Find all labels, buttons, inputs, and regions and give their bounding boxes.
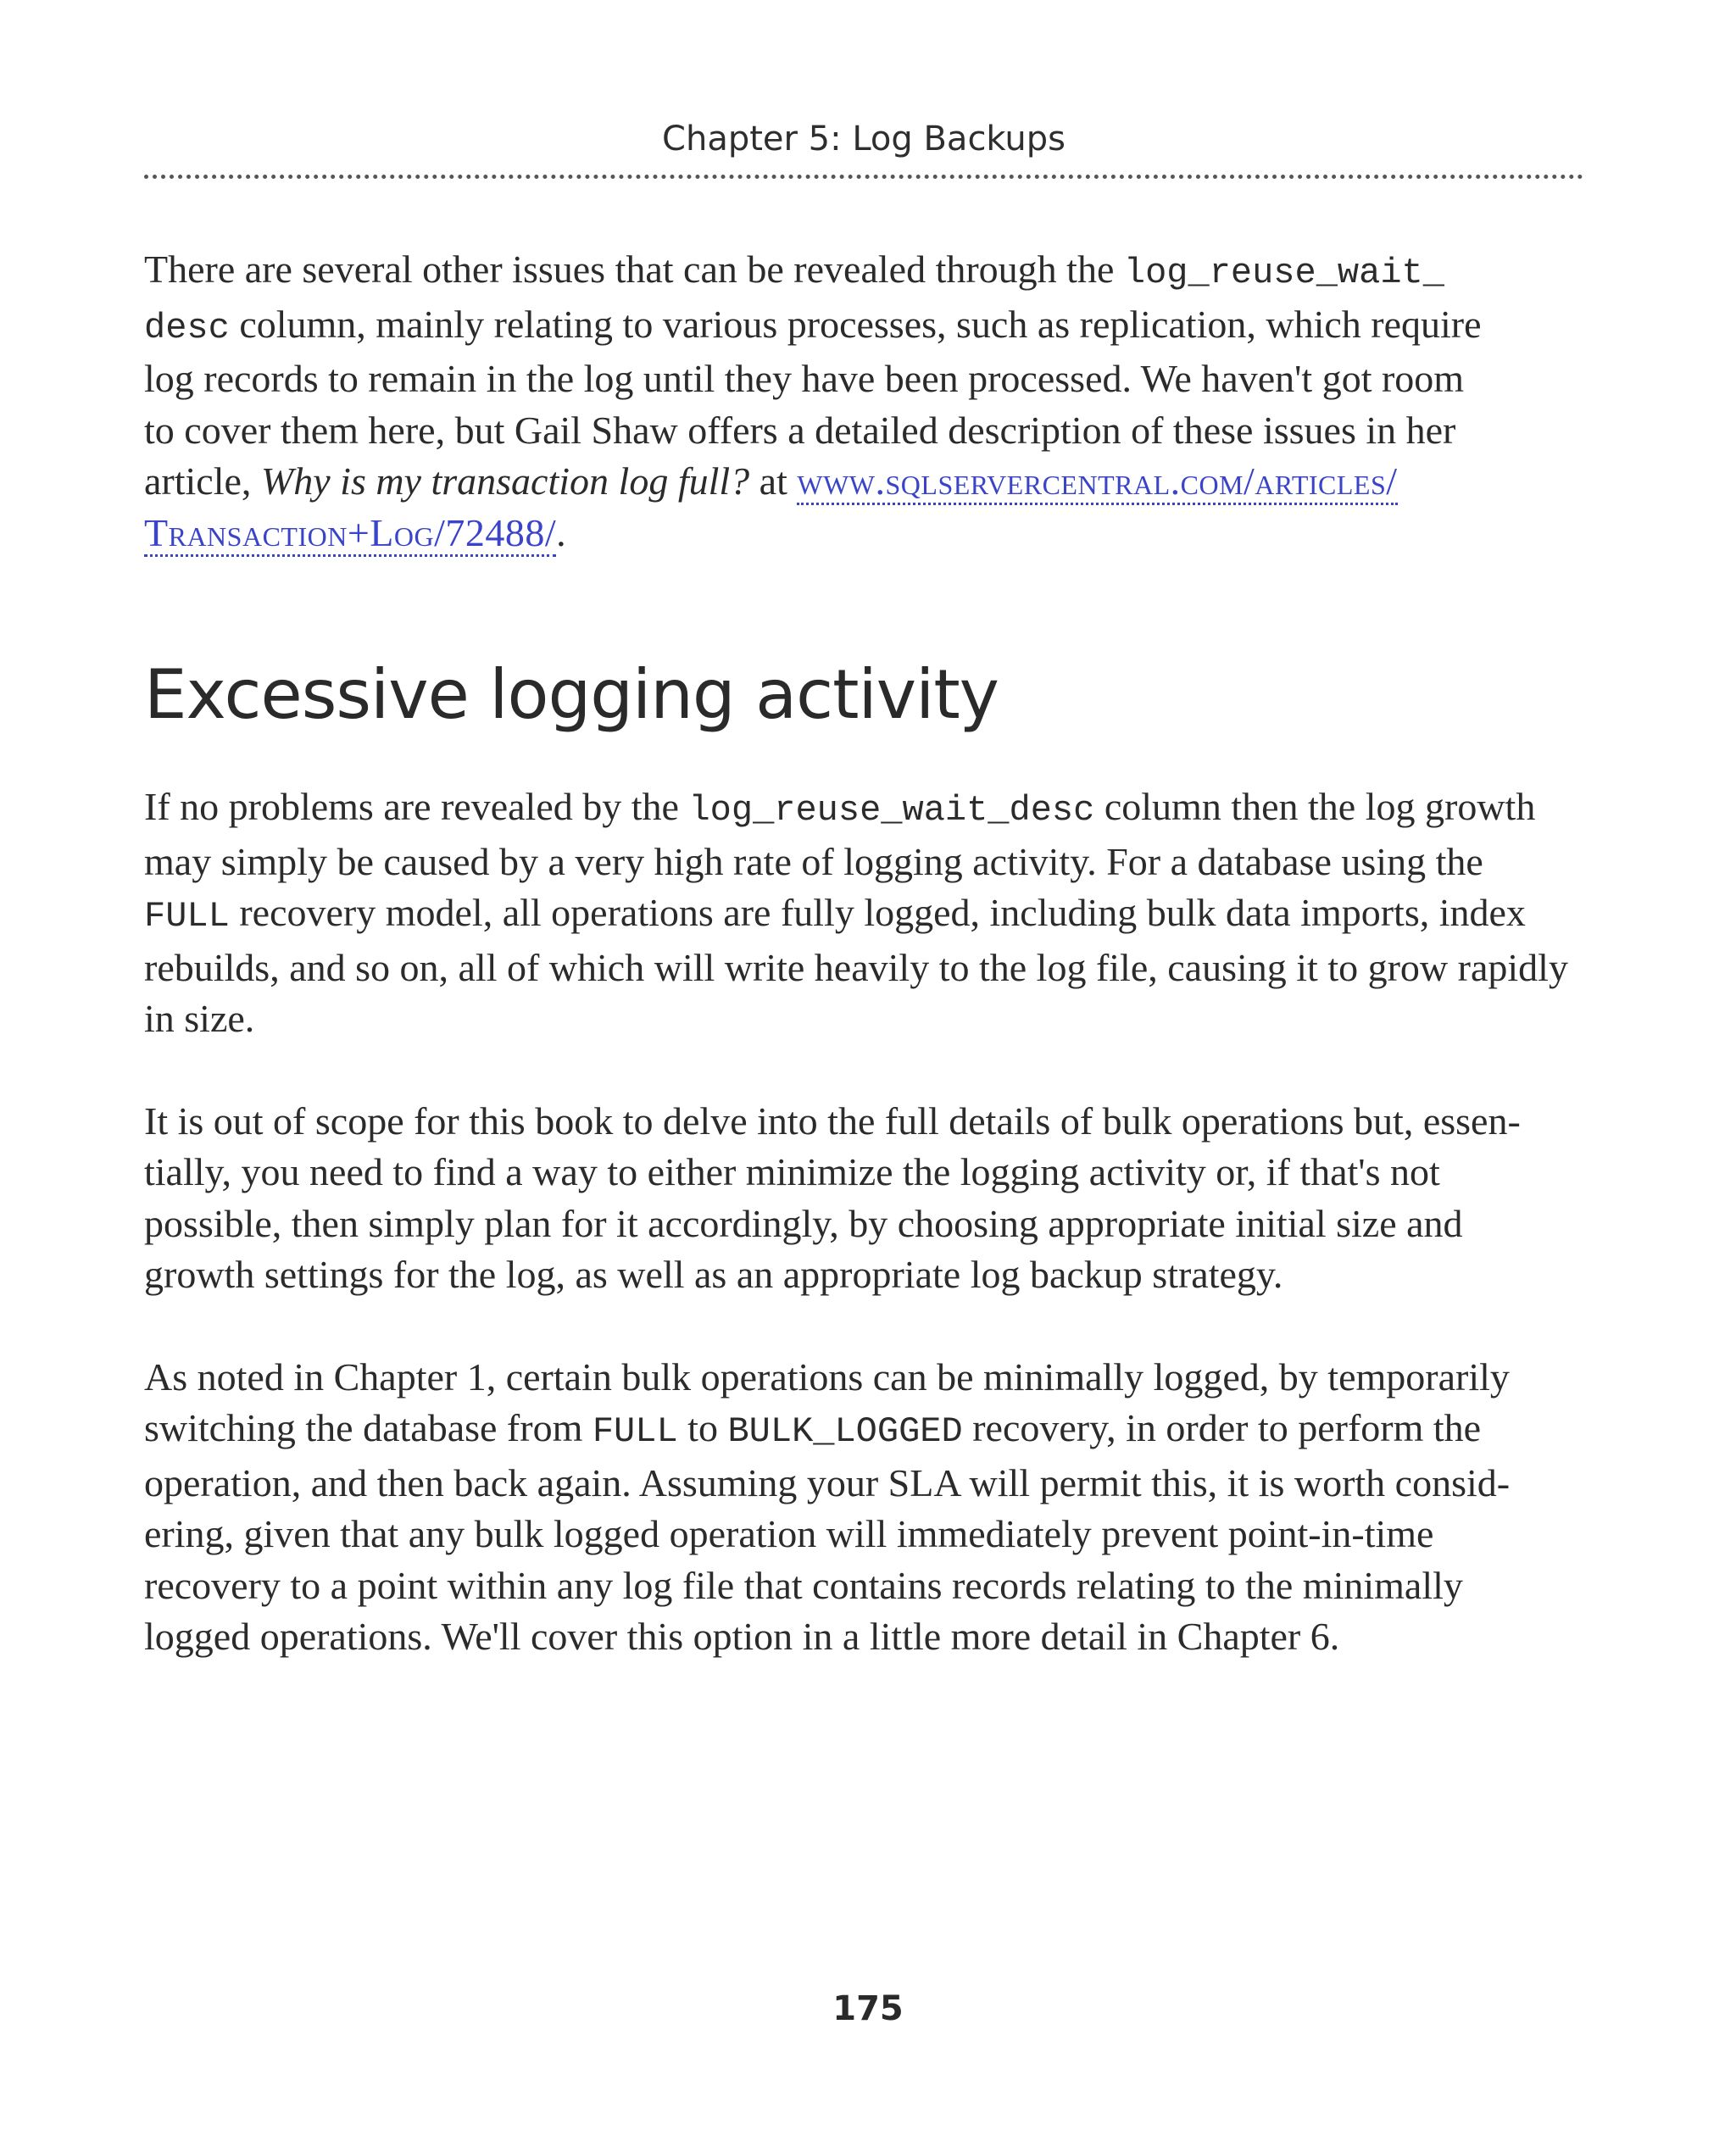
code-log-reuse-wait-desc: log_reuse_wait_ [1123, 253, 1444, 293]
line [144, 887, 1585, 943]
text-run: switching the database from [144, 1406, 593, 1449]
line: It is out of scope for this book to delve into the full details of bulk operations but, essen- [144, 1098, 1521, 1143]
code-full: FULL [592, 1411, 678, 1452]
article-link-part1[interactable]: www.sqlservercentral.com/articles/ [797, 459, 1397, 505]
paragraph-logging-activity [144, 781, 1585, 1045]
line [144, 299, 1585, 354]
code-log-reuse-wait-desc: log_reuse_wait_desc [688, 790, 1095, 831]
line [144, 781, 1585, 837]
line: logged operations. We'll cover this option in a little more detail in Chapter 6. [144, 1615, 1340, 1658]
running-header: Chapter 5: Log Backups [662, 120, 1066, 158]
code-desc: desc [144, 307, 230, 348]
line: growth settings for the log, as well as an appropriate log backup strategy. [144, 1253, 1283, 1296]
text-run: column, mainly relating to various processes, such as replication, which require [229, 302, 1482, 346]
page-number: 175 [832, 1989, 904, 2028]
line: possible, then simply plan for it accordingly, by choosing appropriate initial size and [144, 1201, 1463, 1245]
line [144, 456, 1585, 508]
text-run: column then the log growth [1094, 785, 1536, 828]
line: rebuilds, and so on, all of which will write heavily to the log file, causing it to grow rapidly [144, 945, 1568, 989]
line: recovery to a point within any log file that contains records relating to the minimally [144, 1563, 1463, 1607]
line: to cover them here, but Gail Shaw offers a detailed description of these issues in her [144, 408, 1456, 452]
line: operation, and then back again. Assuming your SLA will permit this, it is worth consid- [144, 1460, 1511, 1504]
code-bulk-logged: BULK_LOGGED [727, 1411, 963, 1452]
paragraph-gap [144, 1301, 1585, 1352]
line [144, 1403, 1585, 1458]
text-run: recovery model, all operations are fully logged, including bulk data imports, index [229, 891, 1526, 934]
text-run: article, [144, 459, 261, 503]
text-run: There are several other issues that can be revealed through the [144, 247, 1124, 291]
section-heading: Excessive logging activity [144, 655, 999, 734]
line [144, 244, 1585, 299]
text-run: If no problems are revealed by the [144, 785, 689, 828]
line: tially, you need to find a way to either minimize the logging activity or, if that's not [144, 1150, 1440, 1193]
text-run: at [749, 459, 798, 503]
code-full: FULL [144, 896, 230, 937]
content-bottom [144, 781, 1585, 1663]
line: As noted in Chapter 1, certain bulk operations can be minimally logged, by temporarily [144, 1354, 1510, 1399]
header-dotted-rule [144, 175, 1583, 179]
line: ering, given that any bulk logged operation will immediately prevent point-in-time [144, 1512, 1434, 1555]
paragraph-bulk-operations [144, 1096, 1585, 1301]
article-title: Why is my transaction log full? [260, 459, 750, 503]
paragraph-log-reuse-issues [144, 244, 1585, 559]
text-run: to [677, 1406, 728, 1449]
content-top [144, 244, 1585, 559]
line: in size. [144, 997, 255, 1040]
text-run: . [556, 510, 566, 554]
line [144, 508, 1585, 559]
paragraph-minimal-logging [144, 1352, 1585, 1663]
line: may simply be caused by a very high rate of logging activity. For a database using the [144, 839, 1483, 883]
article-link-part2[interactable]: Transaction+Log/72488/ [144, 511, 556, 557]
text-run: recovery, in order to perform the [962, 1406, 1482, 1449]
line: log records to remain in the log until they have been processed. We haven't got room [144, 357, 1465, 400]
paragraph-gap [144, 1045, 1585, 1096]
